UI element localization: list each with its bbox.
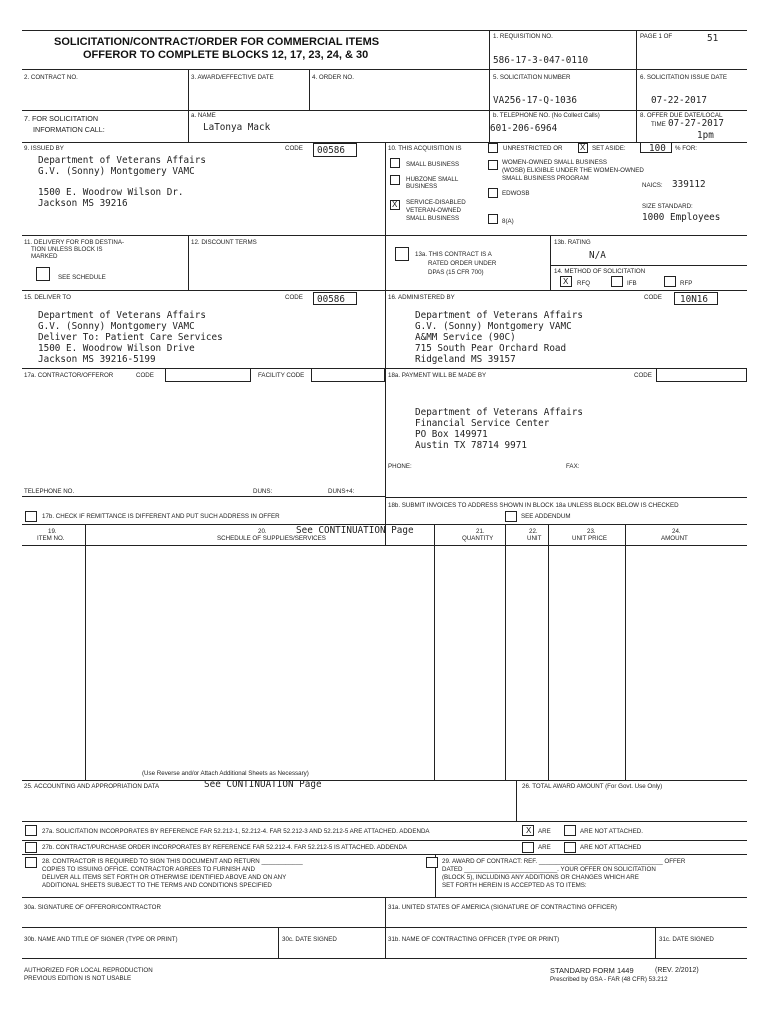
administered-by-line-5: Ridgeland MS 39157 <box>415 354 516 365</box>
contractor-code-field[interactable] <box>165 368 251 382</box>
contractor-code-label: CODE <box>136 372 154 379</box>
telephone-no-label: TELEPHONE NO. <box>24 488 75 495</box>
col20-supplies: SCHEDULE OF SUPPLIES/SERVICES <box>217 535 326 542</box>
solicitation-info-label-1: 7. FOR SOLICITATION <box>24 114 99 123</box>
wosb-label-3: SMALL BUSINESS PROGRAM <box>502 175 589 182</box>
name-value[interactable]: LaTonya Mack <box>203 122 271 133</box>
issued-by-line-2: G.V. (Sonny) Montgomery VAMC <box>38 166 195 177</box>
27a-are-not-checkbox[interactable] <box>564 825 576 836</box>
offer-due-time-label: TIME <box>651 121 666 128</box>
ifb-label: IFB <box>627 280 637 287</box>
duns-label: DUNS: <box>253 488 273 495</box>
29-line-3: (BLOCK 5), INCLUDING ANY ADDITIONS OR CHANGES WHICH ARE <box>442 874 639 881</box>
28-line-1: 28. CONTRACTOR IS REQUIRED TO SIGN THIS DOCUMENT AND RETURN ____________ <box>42 858 303 865</box>
percent-for-label: % FOR: <box>675 145 698 152</box>
small-business-label: SMALL BUSINESS <box>406 161 460 168</box>
27b-are-not-checkbox[interactable] <box>564 842 576 853</box>
issued-by-line-1: Department of Veterans Affairs <box>38 155 206 166</box>
issued-by-line-5: Jackson MS 39216 <box>38 198 128 209</box>
naics-value[interactable]: 339112 <box>672 179 706 190</box>
see-schedule-checkbox[interactable] <box>36 267 50 281</box>
schedule-footnote: (Use Reverse and/or Attach Additional Sheets as Necessary) <box>142 770 309 777</box>
issued-by-code-value: 00586 <box>317 145 345 156</box>
telephone-label: b. TELEPHONE NO. (No Collect Calls) <box>493 112 600 119</box>
sdvosb-label-1: SERVICE-DISABLED <box>406 199 466 206</box>
deliver-to-code-label: CODE <box>285 294 303 301</box>
rfp-checkbox[interactable] <box>664 276 676 287</box>
solicitation-info-label-2: INFORMATION CALL: <box>33 125 105 134</box>
27b-are-checkbox[interactable] <box>522 842 534 853</box>
offeror-signature-label: 30a. SIGNATURE OF OFFEROR/CONTRACTOR <box>24 904 161 911</box>
administered-by-label: 16. ADMINISTERED BY <box>388 294 455 301</box>
29-checkbox[interactable] <box>426 857 438 868</box>
administered-by-code-box[interactable] <box>674 292 718 305</box>
signer-name-label: 30b. NAME AND TITLE OF SIGNER (TYPE OR PRINT) <box>24 936 178 943</box>
rfq-checkbox[interactable] <box>560 276 572 287</box>
requisition-value[interactable]: 586-17-3-047-0110 <box>493 55 589 66</box>
28-line-3: DELIVER ALL ITEMS SET FORTH OR OTHERWISE IDENTIFIED ABOVE AND ON ANY <box>42 874 287 881</box>
deliver-to-line-2: G.V. (Sonny) Montgomery VAMC <box>38 321 195 332</box>
col20-number: 20. <box>258 528 267 535</box>
footer-reproduction-note: AUTHORIZED FOR LOCAL REPRODUCTION <box>24 967 153 974</box>
8a-checkbox[interactable] <box>488 214 498 224</box>
deliver-to-code-value: 00586 <box>317 294 345 305</box>
rated-order-label-3: DPAS (15 CFR 700) <box>428 269 484 276</box>
issued-by-label: 9. ISSUED BY <box>24 145 64 152</box>
27a-are-label: ARE <box>538 828 551 835</box>
sdvosb-label-3: SMALL BUSINESS <box>406 215 460 222</box>
issued-by-code-label: CODE <box>285 145 303 152</box>
wosb-label-1: WOMEN-OWNED SMALL BUSINESS <box>502 159 607 166</box>
col22-unit: UNIT <box>527 535 542 542</box>
8a-label: 8(A) <box>502 218 514 225</box>
hubzone-checkbox[interactable] <box>390 175 400 185</box>
rfp-label: RFP <box>680 280 693 287</box>
offer-due-date-value[interactable]: 07-27-2017 <box>668 118 724 129</box>
administered-by-code-value: 10N16 <box>680 294 708 305</box>
submit-invoices-label: 18b. SUBMIT INVOICES TO ADDRESS SHOWN IN BLOCK 18a UNLESS BLOCK BELOW IS CHECKED <box>388 502 679 509</box>
unrestricted-checkbox[interactable] <box>488 143 498 153</box>
contracting-officer-name-label: 31b. NAME OF CONTRACTING OFFICER (TYPE OR PRINT) <box>388 936 560 943</box>
issue-date-label: 6. SOLICITATION ISSUE DATE <box>640 74 727 81</box>
delivery-label-1: 11. DELIVERY FOR FOB DESTINA- <box>24 239 125 246</box>
name-label: a. NAME <box>191 112 216 119</box>
rated-order-checkbox[interactable] <box>395 247 409 261</box>
col24-number: 24. <box>672 528 681 535</box>
contract-no-label: 2. CONTRACT NO. <box>24 74 78 81</box>
footer-revision: (REV. 2/2012) <box>655 967 699 974</box>
col19-number: 19. <box>48 528 57 535</box>
27b-text: 27b. CONTRACT/PURCHASE ORDER INCORPORATES BY REFERENCE FAR 52.212-4. FAR 52.212-5 IS ATTACHED. ADDENDA <box>42 844 408 851</box>
total-award-label: 26. TOTAL AWARD AMOUNT (For Govt. Use Only) <box>522 783 663 790</box>
col21-number: 21. <box>476 528 485 535</box>
set-aside-checkbox[interactable] <box>578 143 588 153</box>
col23-unit-price: UNIT PRICE <box>572 535 607 542</box>
set-aside-percent-value: 100 <box>649 143 666 154</box>
issued-by-line-4: 1500 E. Woodrow Wilson Dr. <box>38 187 184 198</box>
deliver-to-line-4: 1500 E. Woodrow Wilson Drive <box>38 343 195 354</box>
wosb-label-2: (WOSB) ELIGIBLE UNDER THE WOMEN-OWNED <box>502 167 644 174</box>
administered-by-line-3: A&MM Service (90C) <box>415 332 516 343</box>
see-addendum-checkbox[interactable] <box>505 511 517 522</box>
see-addendum-label: SEE ADDENDUM <box>521 513 571 520</box>
facility-code-field[interactable] <box>311 368 385 382</box>
27a-are-check-mark: X <box>526 826 532 835</box>
hubzone-label-2: BUSINESS <box>406 183 438 190</box>
ifb-checkbox[interactable] <box>611 276 623 287</box>
deliver-to-code-box[interactable] <box>313 292 357 305</box>
facility-code-label: FACILITY CODE <box>258 372 305 379</box>
27b-are-label: ARE <box>538 844 551 851</box>
col19-item-no: ITEM NO. <box>37 535 65 542</box>
28-line-2: COPIES TO ISSUING OFFICE. CONTRACTOR AGREES TO FURNISH AND <box>42 866 255 873</box>
27a-are-not-label: ARE NOT ATTACHED. <box>580 828 643 835</box>
delivery-label-2: TION UNLESS BLOCK IS <box>31 246 103 253</box>
form-title-line-1: SOLICITATION/CONTRACT/ORDER FOR COMMERCIAL ITEMS <box>54 36 380 48</box>
deliver-to-line-5: Jackson MS 39216-5199 <box>38 354 156 365</box>
unrestricted-label: UNRESTRICTED OR <box>503 145 563 152</box>
footer-form-name: STANDARD FORM 1449 <box>550 966 634 975</box>
sdvosb-check-mark: X <box>392 200 398 209</box>
rfq-check-mark: X <box>563 277 569 286</box>
wosb-checkbox[interactable] <box>488 160 498 170</box>
acquisition-label: 10. THIS ACQUISITION IS <box>388 145 462 152</box>
29-line-2: DATED ___________________________. YOUR OFFER ON SOLICITATION <box>442 866 656 873</box>
administered-by-line-1: Department of Veterans Affairs <box>415 310 583 321</box>
sdvosb-label-2: VETERAN-OWNED <box>406 207 462 214</box>
payment-by-label: 18a. PAYMENT WILL BE MADE BY <box>388 372 487 379</box>
hubzone-label-1: HUBZONE SMALL <box>406 176 459 183</box>
discount-terms-label: 12. DISCOUNT TERMS <box>191 239 257 246</box>
28-checkbox[interactable] <box>25 857 37 868</box>
contracting-officer-signature-label: 31a. UNITED STATES OF AMERICA (SIGNATURE OF CONTRACTING OFFICER) <box>388 904 617 911</box>
remittance-label: 17b. CHECK IF REMITTANCE IS DIFFERENT AND PUT SUCH ADDRESS IN OFFER <box>42 513 280 520</box>
see-schedule-label: SEE SCHEDULE <box>58 274 106 281</box>
set-aside-label: SET ASIDE: <box>592 145 626 152</box>
solicitation-number-value[interactable]: VA256-17-Q-1036 <box>493 95 577 106</box>
solicitation-method-label: 14. METHOD OF SOLICITATION <box>554 268 646 275</box>
contractor-label: 17a. CONTRACTOR/OFFEROR <box>24 372 114 379</box>
payment-line-3: PO Box 149971 <box>415 429 488 440</box>
payment-fax-label: FAX: <box>566 463 580 470</box>
footer-prescribed: Prescribed by GSA - FAR (48 CFR) 53.212 <box>550 976 668 983</box>
rated-order-label-2: RATED ORDER UNDER <box>428 260 497 267</box>
form-title-line-2: OFFEROR TO COMPLETE BLOCKS 12, 17, 23, 24, & 30 <box>83 49 369 61</box>
27b-are-not-label: ARE NOT ATTACHED <box>580 844 642 851</box>
page-total: 51 <box>707 33 719 44</box>
accounting-label: 25. ACCOUNTING AND APPROPRIATION DATA <box>24 783 160 790</box>
edwosb-label: EDWOSB <box>502 190 530 197</box>
administered-by-code-label: CODE <box>644 294 662 301</box>
payment-phone-label: PHONE: <box>388 463 412 470</box>
rating-label: 13b. RATING <box>554 239 591 246</box>
27a-text: 27a. SOLICITATION INCORPORATES BY REFERENCE FAR 52.212-1, 52.212-4. FAR 52.212-3 AND 52.212-5 ARE ATTACHED. ADDENDA <box>42 828 430 835</box>
offeror-date-signed-label: 30c. DATE SIGNED <box>282 936 337 943</box>
27a-checkbox[interactable] <box>25 825 37 836</box>
payment-code-field[interactable] <box>656 368 747 382</box>
footer-edition-note: PREVIOUS EDITION IS NOT USABLE <box>24 975 132 982</box>
sdvosb-checkbox[interactable] <box>390 200 400 210</box>
edwosb-checkbox[interactable] <box>488 188 498 198</box>
29-line-1: 29. AWARD OF CONTRACT: REF. ____________________________________ OFFER <box>442 858 686 865</box>
solicitation-number-label: 5. SOLICITATION NUMBER <box>493 74 571 81</box>
naics-label: NAICS: <box>642 182 663 189</box>
set-aside-check-mark: X <box>580 143 586 152</box>
order-no-label: 4. ORDER NO. <box>312 74 354 81</box>
27b-checkbox[interactable] <box>25 842 37 853</box>
offer-due-label: 8. OFFER DUE DATE/LOCAL <box>640 112 723 119</box>
schedule-continuation: See CONTINUATION Page <box>296 525 414 536</box>
remittance-checkbox[interactable] <box>25 511 37 522</box>
payment-line-1: Department of Veterans Affairs <box>415 407 583 418</box>
delivery-label-3: MARKED <box>31 253 58 260</box>
rating-value[interactable]: N/A <box>589 250 606 261</box>
officer-date-signed-label: 31c. DATE SIGNED <box>659 936 714 943</box>
deliver-to-label: 15. DELIVER TO <box>24 294 71 301</box>
rfq-label: RFQ <box>577 280 591 287</box>
telephone-value[interactable]: 601-206-6964 <box>490 123 558 134</box>
29-line-4: SET FORTH HEREIN IS ACCEPTED AS TO ITEMS: <box>442 882 587 889</box>
col21-quantity: QUANTITY <box>462 535 494 542</box>
size-standard-value[interactable]: 1000 Employees <box>642 212 721 223</box>
payment-line-4: Austin TX 78714 9971 <box>415 440 527 451</box>
small-business-checkbox[interactable] <box>390 158 400 168</box>
col23-number: 23. <box>587 528 596 535</box>
col22-number: 22. <box>529 528 538 535</box>
deliver-to-line-1: Department of Veterans Affairs <box>38 310 206 321</box>
size-standard-label: SIZE STANDARD: <box>642 203 693 210</box>
requisition-label: 1. REQUISITION NO. <box>493 33 553 40</box>
rated-order-label-1: 13a. THIS CONTRACT IS A <box>415 251 492 258</box>
administered-by-line-4: 715 South Pear Orchard Road <box>415 343 567 354</box>
payment-line-2: Financial Service Center <box>415 418 550 429</box>
set-aside-percent-field[interactable] <box>640 142 672 153</box>
28-line-4: ADDITIONAL SHEETS SUBJECT TO THE TERMS AND CONDITIONS SPECIFIED <box>42 882 272 889</box>
27a-are-checkbox[interactable] <box>522 825 534 836</box>
offer-due-time-value[interactable]: 1pm <box>697 130 714 141</box>
col24-amount: AMOUNT <box>661 535 688 542</box>
duns4-label: DUNS+4: <box>328 488 355 495</box>
page-label: PAGE 1 OF <box>640 33 673 40</box>
issued-by-code-box[interactable] <box>313 143 357 157</box>
payment-code-label: CODE <box>634 372 652 379</box>
issue-date-value[interactable]: 07-22-2017 <box>651 95 707 106</box>
deliver-to-line-3: Deliver To: Patient Care Services <box>38 332 223 343</box>
administered-by-line-2: G.V. (Sonny) Montgomery VAMC <box>415 321 572 332</box>
accounting-value[interactable]: See CONTINUATION Page <box>204 779 322 790</box>
award-date-label: 3. AWARD/EFFECTIVE DATE <box>191 74 274 81</box>
